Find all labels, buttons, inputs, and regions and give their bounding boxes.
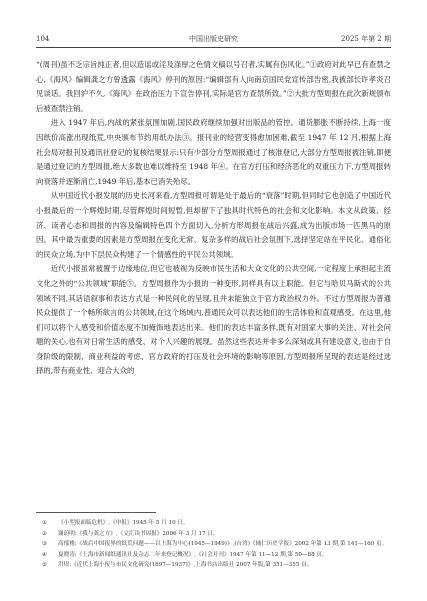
footnote	[36, 539, 391, 550]
footnote-mark: ①	[42, 520, 48, 526]
footnote-text: 夏晓涛:《上海市新闻纸通讯社及杂志二年来登记概况》,《社会月刊》1947 年第 11—12 期,第 50—88 页。	[58, 551, 328, 558]
page-number: 104	[36, 35, 50, 43]
paragraph: 从中国近代小报发展的历史长河来看,方型周报可谓是处于最后的“衰落”时期,但同时它也创造了中国近代小报最后的一个辉煌时期,尽管辉煌时间短暂,但却留下了独具时代特色的社会和文化影响。本文从政策、经济、读者心态和周报的内容及编辑特色四个方面切入,分析方形周报在战后兴盛,成为出版市场一匹黑马的原因。其中最为重要的因素是方型周报在变化无常、复杂多样的战后社会氛围下,选择坚定站在平民化、通俗化的民众立场,为中下层民众构建了一个情感性的平民公共领域。	[36, 191, 391, 259]
journal-title: 中国出版史研究	[189, 35, 238, 43]
footnote-text: 洪煜:《近代上海小报与市民文化研究(1897—1937)》,上海书店出版社 2007 年版,第 351—355 页。	[58, 562, 313, 569]
footnote	[36, 550, 391, 561]
footnote-mark: ⑤	[42, 562, 48, 569]
issue-label: 2025 年第 2 期	[341, 35, 391, 43]
paragraph-continuation: “(周刊)虽不乏宗旨纯正者,但以造谣或淫及涤厚之色情文稿以号召者,实属有伤风化。”①政府对此早已有查禁之心,《海风》编辑龚之方曾透露《海风》停刊的原因:“编辑部有人向南京国民党宣传部告密,我被部长许孝炎召见谈话。我回沪不久,《海风》在政治压力下宣告停刊,实际是官方查禁所致。”②大批方型周报在此次新规颁布后被查禁注销。	[36, 60, 391, 113]
footnote-text: 《小型报面临危机》,《申报》1945 年 5 月 10 日。	[58, 520, 189, 526]
footnote-mark: ④	[42, 551, 48, 558]
footnote	[36, 560, 391, 571]
footnotes	[36, 518, 391, 571]
running-header	[36, 33, 391, 45]
footnote-mark: ③	[42, 541, 48, 548]
footnote-mark: ②	[42, 530, 48, 537]
footnote-rule	[36, 512, 156, 513]
paragraph: 近代小报虽常被置于边缘地位,但它也被视为反映市民生活和大众文化的公共空间,一定程度上承担起主流文化之外的“公共领域”职能⑤。方型周报作为小报的一种变形,同样具有以上职能。但它与哈贝马斯式的公共领域不同,其话语叙事和表达方式是一种民间化的呈现,且并未能独立于官方政治权力外。不过方型周报为普通民众提供了一个畅所欲言的公共领域,在这个场域内,普通民众可以表达他们的生活体验和直观感受。在这里,他们可以将个人感受和价值态度不加掩饰地表达出来。他们的表达丰富多样,既有对国家大事的关注、对社会问题的关心,也有对日常生活的感受、对个人兴趣的展现。虽然这些表达并非多么深刻或具有建设意义,也由于自身阶级的限制、商业利益的考虑、官方政府的打压及社会环境的影响等原因,方型周报所呈现的表达是经过选择的,带有商业性、迎合大众的	[36, 264, 391, 376]
footnote	[36, 529, 391, 540]
article-body	[36, 58, 391, 379]
footnote-text: 高郁雅:《战后中国报界的纸荒问题——以上海为中心(1945—1949)》,(台湾)《辅仁历史学报》2002 年第 13 期,第 141—160 页。	[58, 541, 388, 548]
header-rule	[36, 47, 391, 48]
paragraph: 进入 1947 年后,内战的紧张氛围加剧,国民政府继续加强对出版品的管控。通货膨胀不断持续,上海一度因纸价高涨出现纸荒,中央颁布节约用纸办法③。报刊业的经营变得愈加困难,截至 1947 年 12 月,根据上海社会局对报刊及通讯社登记的复核结果显示:只有少部分方型周报通过了核准登记,大部分方型周报被注销,即便是通过登记的方型周报,绝大多数也难以维持至 1948 年④。在官方打压和经济恶化的双重压力下,方型周报转向衰落并逐渐消亡,1949 年后,基本已消失殆尽。	[36, 118, 391, 186]
footnote-text: 谢蔚明:《我与龚之方》,《文汇读书周报》2006 年 3 月 17 日。	[58, 530, 219, 537]
footnote	[36, 518, 391, 529]
